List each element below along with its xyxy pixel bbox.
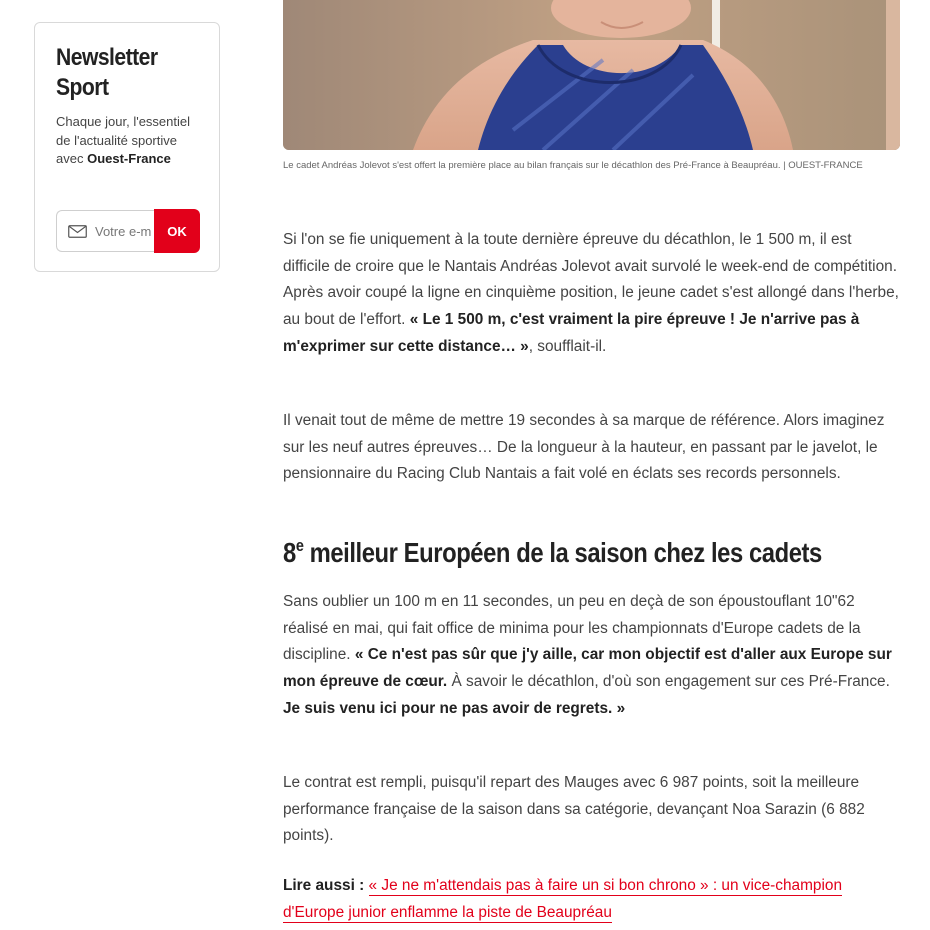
paragraph-3 (283, 589, 900, 723)
photo-caption: Le cadet Andréas Jolevot s'est offert la première place au bilan français sur le décathlon des Pré-France à Beaupréau. | OUEST-FRANCE (283, 160, 863, 171)
paragraph-4: Le contrat est rempli, puisqu'il repart des Mauges avec 6 987 points, soit la meilleure performance française de la saison dans sa catégorie, devançant Noa Sarazin (6 882 points). (283, 774, 865, 845)
newsletter-description-text: Chaque jour, l'essentiel de l'actualité sportive avec (56, 114, 191, 166)
newsletter-title: Newsletter Sport (56, 44, 158, 101)
newsletter-description (56, 113, 199, 169)
envelope-icon (68, 225, 87, 238)
paragraph-2: Il venait tout de même de mettre 19 secondes à sa marque de référence. Alors imaginez sur les neuf autres épreuves… De la longueur à la hauteur, en passant par le javelot, le pensionnaire du Racing Club Nantais a fait volé en éclats ses records personnels. (283, 412, 885, 483)
subheading-ordinal: e (295, 535, 304, 555)
paragraph-1 (283, 227, 900, 361)
newsletter-form (56, 210, 201, 254)
read-also-label: Lire aussi : (283, 877, 365, 894)
paragraph-1-tail: , soufflait-il. (528, 337, 607, 355)
newsletter-submit-button[interactable]: OK (154, 209, 200, 253)
newsletter-brand: Ouest-France (87, 151, 171, 166)
read-also (283, 873, 900, 926)
paragraph-1-text: Si l'on se fie uniquement à la toute dernière épreuve du décathlon, le 1 500 m, il est difficile de croire que le Nantais Andréas Jolevot avait survolé le week-end de compétition. Après avoir coupé la ligne en cinquième position, le jeune cadet s'est allongé dans l'herbe, au bout de l'effort. (283, 231, 899, 329)
paragraph-3-quote-2: Je suis venu ici pour ne pas avoir de regrets. » (283, 699, 626, 717)
article-photo (283, 0, 900, 150)
article-body (283, 0, 900, 921)
newsletter-input-wrapper[interactable] (56, 210, 154, 252)
paragraph-3-quote-1: « Ce n'est pas sûr que j'y aille, car mon objectif est d'aller aux Europe sur mon épreuve de cœur. (283, 646, 892, 691)
newsletter-email-input[interactable] (95, 224, 151, 239)
subheading-text: meilleur Européen de la saison chez les cadets (303, 537, 822, 568)
athlete-photo-illustration (283, 0, 900, 150)
paragraph-3-text: Sans oublier un 100 m en 11 secondes, un peu en deçà de son époustouflant 10"62 réalisé en mai, qui fait office de minima pour les championnats d'Europe cadets de la discipline. (283, 593, 861, 664)
newsletter-card (34, 22, 220, 272)
article-subheading (283, 536, 822, 570)
paragraph-1-quote: « Le 1 500 m, c'est vraiment la pire épreuve ! Je n'arrive pas à m'exprimer sur cette distance… » (283, 311, 860, 355)
read-also-link[interactable]: « Je ne m'attendais pas à faire un si bon chrono » : un vice-champion d'Europe junior enflamme la piste de Beaupréau (283, 877, 843, 921)
paragraph-3-middle: À savoir le décathlon, d'où son engagement sur ces Pré-France. (447, 673, 890, 691)
subheading-number: 8 (283, 537, 296, 568)
